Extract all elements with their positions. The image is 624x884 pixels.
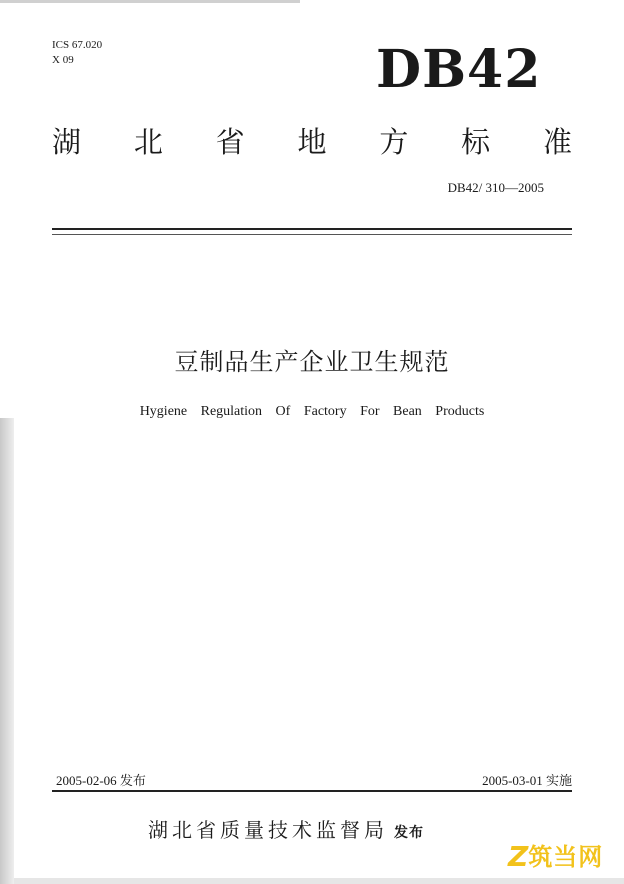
standard-code: DB42/ 310—2005 [447, 180, 544, 195]
publisher-line [148, 814, 424, 843]
db-mark: DB42 [376, 39, 542, 100]
classification-codes [52, 38, 102, 68]
standard-type-char: 地 [297, 125, 327, 159]
standard-type-char: 省 [215, 125, 245, 159]
standard-type-char: 准 [542, 125, 572, 159]
standard-type-char: 方 [379, 125, 409, 159]
page-edge-shadow [0, 0, 300, 3]
watermark-logo: Z [508, 840, 529, 873]
watermark-text: 筑当网 [528, 843, 604, 871]
footer-divider [52, 790, 572, 792]
standard-type-char: 标 [461, 125, 491, 159]
standard-type-heading [52, 120, 572, 161]
publisher-name: 湖北省质量技术监督局 [148, 818, 388, 842]
standard-type-char: 湖 [52, 125, 82, 159]
site-watermark [508, 842, 603, 872]
ics-code: ICS 67.020 [52, 39, 103, 51]
issue-date: 2005-02-06 发布 [56, 773, 146, 788]
ccs-code: X 09 [52, 54, 74, 66]
document-title-english: Hygiene Regulation Of Factory For Bean Products [139, 404, 485, 419]
header-divider-thin [52, 234, 572, 235]
scan-bottom-shadow [14, 878, 624, 884]
publisher-suffix: 发布 [394, 825, 424, 841]
header-divider [52, 228, 572, 230]
implementation-date: 2005-03-01 实施 [482, 773, 572, 788]
document-title-chinese: 豆制品生产企业卫生规范 [174, 348, 450, 376]
scan-edge-shadow [0, 418, 14, 884]
standard-type-char: 北 [133, 125, 163, 159]
